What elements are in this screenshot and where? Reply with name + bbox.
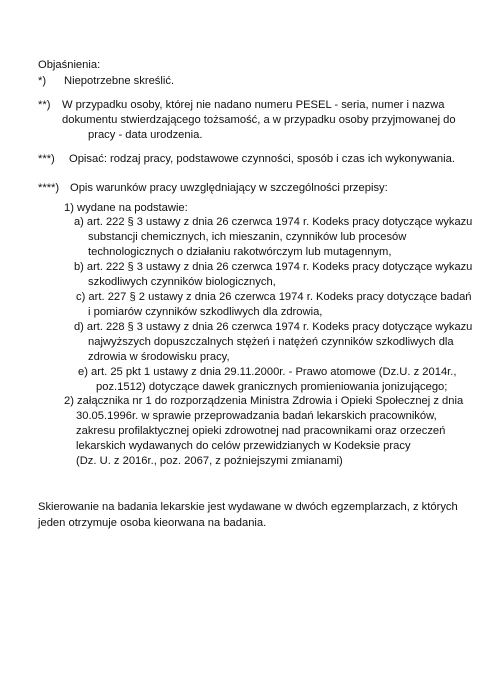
note-text: Opisać: rodzaj pracy, podstawowe czynności, sposób i czas ich wykonywania. bbox=[69, 153, 455, 165]
note-marker: ****) bbox=[38, 182, 60, 194]
note-marker: **) bbox=[38, 99, 51, 111]
sub-item-line: b) art. 222 § 3 ustawy z dnia 26 czerwca 1974 r. Kodeks pracy dotyczące wykazu bbox=[74, 261, 473, 273]
list-item-line: lekarskich wydawanych do celów przewidzianych w Kodeksie pracy bbox=[76, 440, 411, 452]
sub-item-line: d) art. 228 § 3 ustawy z dnia 26 czerwca 1974 r. Kodeks pracy dotyczące wykazu bbox=[74, 321, 473, 333]
note-marker: *) bbox=[38, 75, 47, 87]
sub-item-line: technologicznych o działaniu rakotwórczym lub mutagennym, bbox=[88, 246, 392, 258]
list-item-line: 2) załącznika nr 1 do rozporządzenia Ministra Zdrowia i Opieki Społecznej z dnia bbox=[64, 395, 464, 407]
note-text-line: W przypadku osoby, której nie nadano numeru PESEL - seria, numer i nazwa bbox=[62, 99, 445, 111]
note-text: Niepotrzebne skreślić. bbox=[64, 75, 175, 87]
sub-item-line: zdrowia w środowisku pracy, bbox=[88, 351, 230, 363]
sub-item-line: substancji chemicznych, ich mieszanin, czynników lub procesów bbox=[88, 231, 407, 243]
list-item-line: (Dz. U. z 2016r., poz. 2067, z poźniejszymi zmianami) bbox=[76, 455, 343, 467]
note-marker: ***) bbox=[38, 153, 55, 165]
note-text: Opis warunków pracy uwzględniający w szczególności przepisy: bbox=[70, 182, 388, 194]
list-item-line: 30.05.1996r. w sprawie przeprowadzania badań lekarskich pracowników, bbox=[76, 410, 437, 422]
explanations-heading: Objaśnienia: bbox=[38, 59, 101, 71]
sub-item-line: i pomiarów czynników szkodliwych dla zdrowia, bbox=[88, 306, 323, 318]
sub-item-line: e) art. 25 pkt 1 ustawy z dnia 29.11.2000r. - Prawo atomowe (Dz.U. z 2014r., bbox=[78, 366, 457, 378]
sub-item-line: a) art. 222 § 3 ustawy z dnia 26 czerwca 1974 r. Kodeks pracy dotyczące wykazu bbox=[74, 216, 473, 228]
sub-item-line: c) art. 227 § 2 ustawy z dnia 26 czerwca 1974 r. Kodeks pracy dotyczące badań bbox=[76, 291, 472, 303]
list-item-line: zakresu profilaktycznej opieki zdrowotnej nad pracownikami oraz orzeczeń bbox=[76, 425, 446, 437]
sub-item-line: szkodliwych czynników biologicznych, bbox=[88, 276, 276, 288]
footer-line: Skierowanie na badania lekarskie jest wydawane w dwóch egzemplarzach, z których bbox=[38, 501, 458, 513]
sub-item-line: najwyższych dopuszczalnych stężeń i natężeń czynników szkodliwych dla bbox=[88, 336, 454, 348]
footer-line: jeden otrzymuje osoba kieorwana na badania. bbox=[38, 517, 267, 529]
list-item-label: 1) wydane na podstawie: bbox=[64, 202, 188, 214]
note-text-line: dokumentu stwierdzającego tożsamość, a w przypadku osoby przyjmowanej do bbox=[62, 114, 456, 126]
note-text-line: pracy - data urodzenia. bbox=[88, 129, 203, 141]
sub-item-line: poz.1512) dotyczące dawek granicznych promieniowania jonizującego; bbox=[96, 381, 448, 393]
